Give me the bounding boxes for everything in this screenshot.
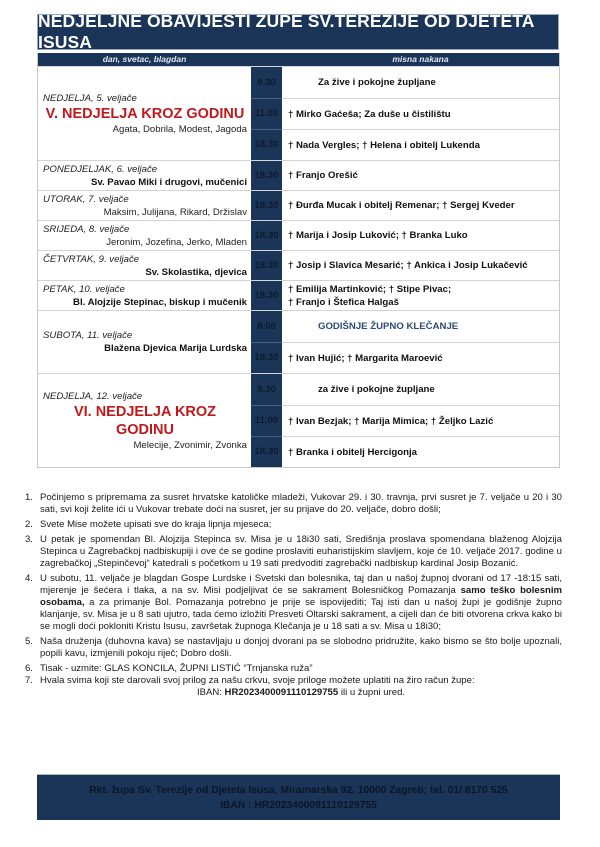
day-masses xyxy=(251,67,559,160)
mass-intention xyxy=(282,281,559,310)
iban-prefix: IBAN: xyxy=(196,687,225,698)
announcement-item xyxy=(22,675,562,699)
mass-intention xyxy=(282,406,559,436)
day-info xyxy=(38,251,251,280)
mass-row xyxy=(251,374,559,405)
mass-time-text: 9.30 xyxy=(257,76,276,88)
mass-row xyxy=(251,191,559,220)
announcement-text: Hvala svima koji ste darovali svoj prilog za našu crkvu, svoje priloge možete uplatiti na žiro račun župe: xyxy=(40,675,475,686)
day-date: PONEDJELJAK, 6. veljače xyxy=(43,163,158,175)
mass-row xyxy=(251,251,559,280)
iban-number: HR2023400091110129755 xyxy=(224,687,339,698)
feast-title: V. NEDJELJA KROZ GODINU xyxy=(45,105,245,122)
day-date: ČETVRTAK, 9. veljače xyxy=(43,253,140,265)
day-info xyxy=(38,281,251,310)
day-info xyxy=(38,374,251,467)
announcement-number: 4. xyxy=(25,573,33,584)
footer-iban: IBAN : HR2023400091110129755 xyxy=(220,799,377,811)
announcement-text: Počinjemo s pripremama za susret hrvatske katoličke mladeži, Vukovar 29. i 30. travnja, prvi susret je 7. veljače u 20 i 30 sati, svi koji želite ići u Vukovar trebate doći na susret, jer su prijave do 20. veljače, dobro došli; xyxy=(40,492,562,515)
mass-row xyxy=(251,161,559,190)
day-date: NEDJELJA, 12. veljače xyxy=(43,390,143,402)
intention-line: † Ivan Hujić; † Margarita Maroević xyxy=(288,352,443,364)
announcement-text: a za primanje Bol. Pomazanja potrebno je prije se ispovijediti; Taj isti dan u našoj župi je godišnje župno klanjanje, sv. Misa je u 8 sati ujutro, tada ćemo izložiti Presveti Oltarski sakrament, a cijeli dan će biti otvorena crkva kako bi se mogli doći pokloniti Kristu Isusu, završetak župnoga Klečanja je u 18 sati a sv. Misa u 18i30; xyxy=(40,597,562,632)
mass-time-text: 18.30 xyxy=(254,446,279,457)
bulletin-title: NEDJELJNE OBAVIJESTI ŽUPE SV.TEREZIJE OD DJETETA ISUSA xyxy=(37,14,559,50)
mass-intention xyxy=(282,221,559,250)
mass-row xyxy=(251,129,559,160)
mass-intention xyxy=(282,374,559,405)
day-saints: Melecije, Zvonimir, Zvonka xyxy=(133,439,247,451)
mass-time-text: 18.30 xyxy=(254,199,279,211)
mass-time xyxy=(251,374,282,405)
day-masses xyxy=(251,251,559,280)
announcement-number: 3. xyxy=(25,534,33,545)
day-row xyxy=(38,310,559,373)
mass-time xyxy=(251,161,282,190)
mass-time-text: 18.30 xyxy=(254,169,279,181)
day-info xyxy=(38,191,251,220)
mass-row xyxy=(251,221,559,250)
iban-line xyxy=(40,687,562,699)
intention-line: GODIŠNJE ŽUPNO KLEČANJE xyxy=(318,321,459,332)
announcement-number: 7. xyxy=(25,675,33,686)
mass-time xyxy=(251,129,282,160)
day-masses xyxy=(251,221,559,250)
mass-row xyxy=(251,405,559,436)
mass-time-text: 18.30 xyxy=(254,289,279,301)
announcement-item xyxy=(22,663,562,675)
mass-time xyxy=(251,281,282,310)
day-row xyxy=(38,220,559,250)
mass-intention xyxy=(282,311,559,342)
mass-intention xyxy=(282,67,559,98)
intention-line: za žive i pokojne župljane xyxy=(318,384,435,395)
announcement-text: Svete Mise možete upisati sve do kraja lipnja mjeseca; xyxy=(40,519,272,530)
announcements-list xyxy=(22,492,562,702)
mass-time-text: 11.00 xyxy=(254,108,279,119)
day-saints: Sv. Skolastika, djevica xyxy=(145,266,247,278)
mass-time xyxy=(251,98,282,129)
day-saints: Sv. Pavao Miki i drugovi, mučenici xyxy=(90,176,247,188)
intention-line: † Ivan Bezjak; † Marija Mimica; † Željko Lazić xyxy=(288,415,494,427)
day-row xyxy=(38,373,559,467)
feast-title: VI. NEDJELJA KROZ GODINU xyxy=(73,403,217,438)
mass-time-text: 18.30 xyxy=(254,139,279,150)
day-masses xyxy=(251,191,559,220)
day-date: UTORAK, 7. veljače xyxy=(43,193,129,205)
intention-line: Za žive i pokojne župljane xyxy=(318,77,436,88)
mass-time xyxy=(251,311,282,342)
intention-line: † Marija i Josip Luković; † Branka Luko xyxy=(288,230,468,241)
day-info xyxy=(38,161,251,190)
day-saints: Bl. Alojzije Stepinac, biskup i mučenik xyxy=(73,296,247,308)
mass-time xyxy=(251,251,282,280)
mass-time-text: 18.30 xyxy=(254,352,279,363)
mass-schedule-table xyxy=(37,53,560,468)
day-info xyxy=(38,67,251,160)
day-date: PETAK, 10. veljače xyxy=(43,283,125,295)
announcement-item xyxy=(22,636,562,660)
announcement-item xyxy=(22,573,562,633)
mass-row xyxy=(251,342,559,373)
announcement-text: Tisak - uzmite: GLAS KONCILA, ŽUPNI LISTIĆ “Trnjanska ruža” xyxy=(40,663,313,674)
announcement-item xyxy=(22,534,562,570)
mass-intention xyxy=(282,99,559,129)
mass-time xyxy=(251,67,282,98)
day-saints: Maksim, Julijana, Rikard, Držislav xyxy=(103,206,247,218)
mass-row xyxy=(251,67,559,98)
day-info xyxy=(38,311,251,373)
mass-time xyxy=(251,191,282,220)
mass-row xyxy=(251,281,559,310)
mass-intention xyxy=(282,161,559,190)
intention-line: † Emilija Martinković; † Stipe Pivac; xyxy=(288,283,452,295)
intention-line: † Đurđa Mucak i obitelj Remenar; † Sergej Kveder xyxy=(288,200,515,211)
header-intention: misna nakana xyxy=(392,54,449,64)
announcement-text: U subotu, 11. veljače je blagdan Gospe Lurdske i Svetski dan bolesnika, taj dan u našoj župnoj dvorani od 17 -18:15 sati, mjerenje je šećera i tlaka, a na sv. Misi podjeljivat će se sakrament Bolesničkog Pomazanja xyxy=(40,573,562,596)
announcement-number: 2. xyxy=(25,519,33,530)
schedule-header-row xyxy=(38,53,559,66)
announcement-text: Naša druženja (duhovna kava) se nastavljaju u donjoj dvorani pa se slobodno pridružite, kako bismo se što bolje upoznali, popili kavu, izmjenili pokoju riječ; Dobro došli. xyxy=(40,636,562,659)
mass-time xyxy=(251,436,282,467)
day-row xyxy=(38,66,559,160)
mass-time xyxy=(251,342,282,373)
intention-line: † Josip i Slavica Mesarić; † Ankica i Josip Lukačević xyxy=(288,260,528,271)
day-date: SRIJEDA, 8. veljače xyxy=(43,223,130,235)
footer-address: Rkt. župa Sv. Terezije od Djeteta Isusa, Miramarska 92, 10000 Zagreb; tel. 01/ 6170 525 xyxy=(89,784,508,796)
day-masses xyxy=(251,374,559,467)
mass-time-text: 8.00 xyxy=(257,320,276,332)
day-row xyxy=(38,160,559,190)
day-saints: Agata, Dobrila, Modest, Jagoda xyxy=(112,123,247,135)
mass-row xyxy=(251,98,559,129)
schedule-body xyxy=(38,66,559,467)
day-saints: Blažena Djevica Marija Lurdska xyxy=(104,343,247,354)
announcement-number: 5. xyxy=(25,636,33,647)
mass-row xyxy=(251,311,559,342)
mass-time-text: 18.30 xyxy=(254,229,279,241)
day-row xyxy=(38,250,559,280)
mass-time xyxy=(251,405,282,436)
mass-intention xyxy=(282,343,559,373)
mass-intention xyxy=(282,437,559,467)
day-saints: Jeronim, Jozefina, Jerko, Mladen xyxy=(106,236,247,248)
iban-suffix: ili u župni ured. xyxy=(338,687,406,698)
intention-line: † Mirko Gaćeša; Za duše u čistilištu xyxy=(288,108,451,120)
announcement-item xyxy=(22,492,562,516)
announcement-item xyxy=(22,519,562,531)
mass-time xyxy=(251,221,282,250)
mass-intention xyxy=(282,130,559,160)
mass-time-text: 9.30 xyxy=(257,383,276,395)
announcement-number: 1. xyxy=(25,492,33,503)
intention-line: † Franjo Orešić xyxy=(288,170,358,181)
header-day: dan, svetac, blagdan xyxy=(102,54,187,64)
day-date: NEDJELJA, 5. veljače xyxy=(43,92,137,104)
mass-row xyxy=(251,436,559,467)
announcement-number: 6. xyxy=(25,663,33,674)
day-masses xyxy=(251,311,559,373)
day-masses xyxy=(251,281,559,310)
mass-intention xyxy=(282,191,559,220)
intention-line: † Franjo i Štefica Halgaš xyxy=(288,296,399,308)
mass-intention xyxy=(282,251,559,280)
announcement-emphasis: samo teško bolesnim osobama, xyxy=(40,585,562,608)
intention-line: † Nada Vergles; † Helena i obitelj Lukenda xyxy=(288,139,480,151)
parish-footer xyxy=(37,774,560,820)
intention-line: † Branka i obitelj Hercigonja xyxy=(288,446,418,458)
mass-time-text: 18.30 xyxy=(254,259,279,271)
announcement-text: U petak je spomendan Bl. Alojzija Stepinca sv. Misa je u 18i30 sati, Središnja proslava spomendana blaženog Alojzija Stepinca u Zagrebačkoj nadbiskupiji i ove će se godine proslaviti euharistijskim slavljem, koje će 10. veljače 2017. godine u zagrebačkoj „Stepinčevoj“ katedrali s početkom u 19 sati predvoditi zagrebački nadbiskup kardinal Josip Bozanić. xyxy=(40,534,562,569)
mass-time-text: 11.00 xyxy=(254,415,279,426)
day-info xyxy=(38,221,251,250)
day-date: SUBOTA, 11. veljače xyxy=(43,330,133,341)
day-row xyxy=(38,280,559,310)
day-row xyxy=(38,190,559,220)
header-time xyxy=(251,53,282,66)
day-masses xyxy=(251,161,559,190)
